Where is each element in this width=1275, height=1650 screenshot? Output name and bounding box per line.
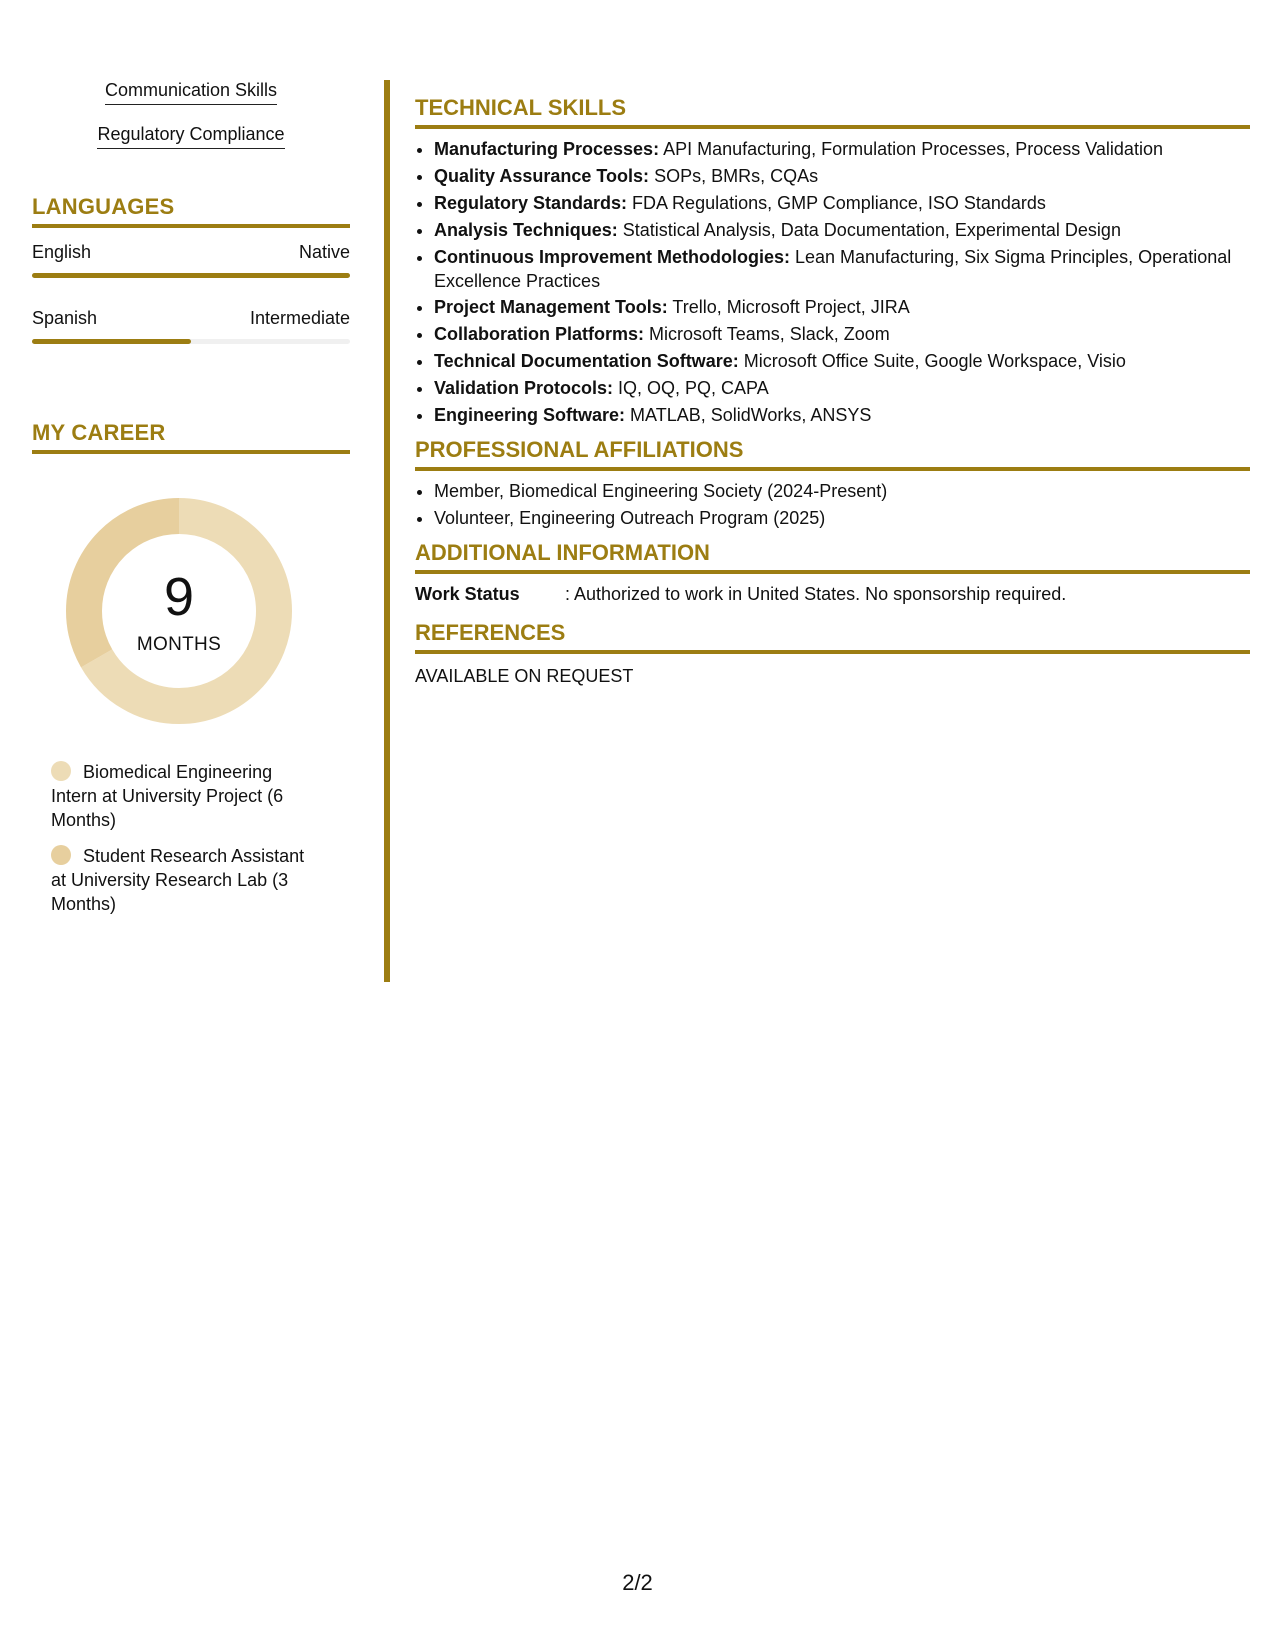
skill-category-label: Collaboration Platforms: (434, 324, 645, 345)
language-item (32, 308, 350, 344)
technical-skills-list (415, 137, 1250, 427)
career-legend (51, 760, 321, 916)
skill-category-label: Continuous Improvement Methodologies: (434, 246, 790, 267)
skill-list-item (434, 164, 1250, 188)
skill-category-text: API Manufacturing, Formulation Processes, Process Validation (659, 139, 1163, 159)
section-title: ADDITIONAL INFORMATION (415, 540, 1250, 574)
skill-list-item (434, 376, 1250, 400)
section-title: MY CAREER (32, 420, 350, 454)
skill-category-text: Lean Manufacturing, Six Sigma Principles, Operational Excellence Practices (434, 246, 1232, 291)
language-bar (32, 339, 350, 344)
career-donut-chart (66, 498, 292, 724)
language-bar (32, 273, 350, 278)
skill-list-item (434, 295, 1250, 319)
career-total-value: 9 (163, 567, 195, 627)
skill-category-label: Analysis Techniques: (434, 219, 618, 240)
languages-section (32, 194, 350, 344)
skill-category-text: Statistical Analysis, Data Documentation, Experimental Design (617, 219, 1121, 240)
skill-category-label: Project Management Tools: (434, 297, 668, 318)
skill-list-item (434, 245, 1250, 293)
skill-category-label: Engineering Software: (434, 405, 626, 426)
skill-category-text: FDA Regulations, GMP Compliance, ISO Standards (627, 192, 1046, 213)
affiliations-section (415, 437, 1250, 530)
skill-list-item (434, 191, 1250, 215)
technical-skills-section (415, 95, 1250, 427)
work-status-value: : Authorized to work in United States. No sponsorship required. (565, 583, 1067, 604)
page-number: 2/2 (622, 1570, 653, 1595)
legend-label: Biomedical Engineering Intern at University Project (6 Months) (51, 762, 284, 830)
language-bar-fill (32, 339, 191, 344)
skill-category-label: Quality Assurance Tools: (434, 165, 650, 186)
work-status-row (415, 582, 1250, 606)
section-title: PROFESSIONAL AFFILIATIONS (415, 437, 1250, 471)
work-status-label: Work Status (415, 583, 520, 604)
affiliations-list (415, 479, 1250, 530)
language-bar-fill (32, 273, 350, 278)
skill-category-text: MATLAB, SolidWorks, ANSYS (625, 405, 872, 426)
career-total-unit: MONTHS (136, 634, 222, 655)
references-section (415, 620, 1250, 688)
skill-tag: Regulatory Compliance (97, 124, 284, 149)
skill-category-text: IQ, OQ, PQ, CAPA (613, 378, 769, 399)
legend-item (51, 760, 321, 832)
right-column (415, 95, 1250, 688)
skill-category-text: Trello, Microsoft Project, JIRA (667, 297, 910, 318)
career-section (32, 420, 350, 916)
section-title: REFERENCES (415, 620, 1250, 654)
skill-category-text: Microsoft Teams, Slack, Zoom (644, 324, 890, 345)
skill-category-text: Microsoft Office Suite, Google Workspace, Visio (738, 351, 1126, 372)
language-name: Spanish (32, 308, 98, 328)
section-title: TECHNICAL SKILLS (415, 95, 1250, 129)
language-level: Intermediate (249, 308, 350, 328)
legend-dot (51, 845, 71, 865)
references-text: AVAILABLE ON REQUEST (415, 665, 634, 686)
skill-category-label: Technical Documentation Software: (434, 351, 739, 372)
language-level: Native (298, 242, 350, 262)
skill-tags (32, 80, 350, 168)
skill-category-label: Validation Protocols: (434, 378, 614, 399)
skill-list-item (434, 218, 1250, 242)
section-title: LANGUAGES (32, 194, 350, 228)
list-item: • Volunteer, Engineering Outreach Program (2025) (434, 506, 1250, 530)
skill-list-item (434, 349, 1250, 373)
skill-list-item (434, 322, 1250, 346)
language-item (32, 242, 350, 278)
language-name: English (32, 242, 92, 262)
skill-category-text: SOPs, BMRs, CQAs (649, 165, 819, 186)
legend-item (51, 844, 321, 916)
skill-category-label: Manufacturing Processes: (434, 139, 660, 159)
skill-category-label: Regulatory Standards: (434, 192, 628, 213)
legend-label: Student Research Assistant at University Research Lab (3 Months) (51, 846, 305, 914)
skill-list-item (434, 403, 1250, 427)
legend-dot (51, 761, 71, 781)
skill-list-item (434, 137, 1250, 161)
skill-tag: Communication Skills (105, 80, 277, 105)
left-column (32, 80, 350, 928)
list-item: • Member, Biomedical Engineering Society (2024-Present) (434, 479, 1250, 503)
additional-info-section (415, 540, 1250, 606)
column-divider (384, 80, 390, 982)
